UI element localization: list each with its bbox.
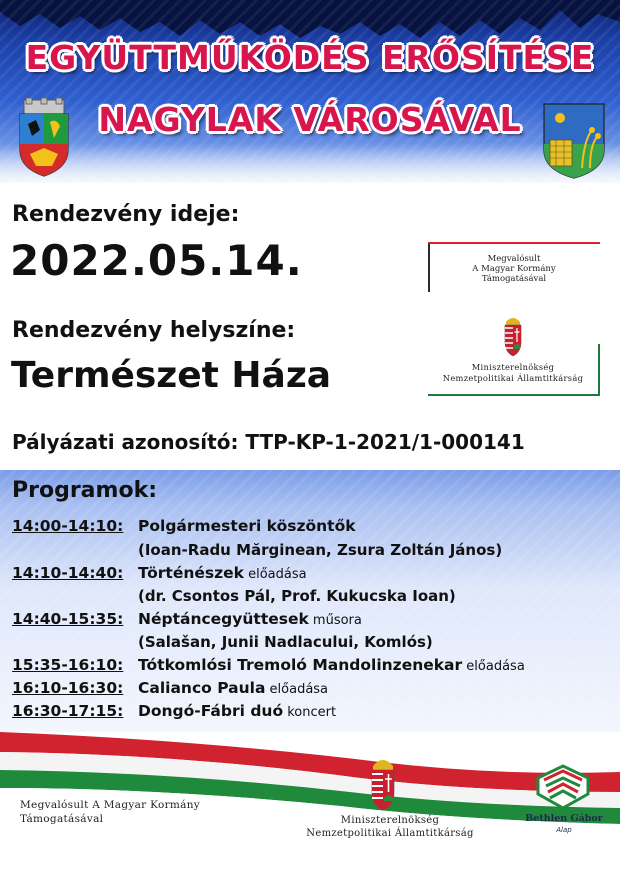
program-name: Néptáncegyüttesek (138, 610, 309, 628)
date-label: Rendezvény ideje: (12, 202, 240, 227)
box-border-top (428, 242, 600, 244)
program-sub: (dr. Csontos Pál, Prof. Kukucska Ioan) (138, 587, 456, 605)
program-row (12, 702, 336, 720)
footer-left-line-2: Támogatásával (20, 813, 104, 825)
program-row (12, 656, 525, 674)
program-suffix: koncert (283, 705, 337, 720)
program-name: Polgármesteri köszöntők (138, 517, 356, 535)
fund-name: Bethlen Gábor (525, 813, 603, 824)
program-name: Dongó-Fábri duó (138, 702, 284, 720)
program-suffix: előadása (265, 682, 329, 697)
program-time: 16:10-16:30: (12, 679, 124, 697)
sponsor-line-2: A Magyar Kormány (472, 264, 556, 274)
footer-mid-line-2: Nemzetpolitikai Államtitkárság (306, 828, 474, 839)
program-time: 16:30-17:15: (12, 702, 124, 720)
footer-government-text (20, 798, 200, 826)
program-suffix: előadása (462, 659, 525, 674)
program-row (12, 564, 307, 582)
ministry-line-1: Miniszterelnökség (471, 362, 555, 372)
program-time: 15:35-16:10: (12, 656, 124, 674)
bethlen-gabor-fund-logo-icon (528, 764, 598, 810)
program-row (12, 517, 356, 535)
sponsor-line-1: Megvalósult (487, 254, 541, 264)
totkomlos-coat-of-arms-icon (540, 100, 608, 180)
header-fade (0, 143, 620, 183)
fund-subtitle: Alap (556, 826, 572, 834)
program-name: Tótkomlósi Tremoló Mandolinzenekar (138, 656, 463, 674)
title-line-1: EGYÜTTMŰKÖDÉS ERŐSÍTÉSE (25, 38, 595, 77)
nagylak-coat-of-arms-icon (14, 98, 74, 178)
program-name: Calianco Paula (138, 679, 266, 697)
sponsor-box-government (428, 242, 600, 292)
hungarian-coat-of-arms-icon (368, 752, 398, 812)
ministry-line-2: Nemzetpolitikai Államtitkárság (442, 373, 584, 383)
sponsor-box-ministry (428, 312, 600, 396)
header-banner (0, 0, 620, 183)
sponsor-box-government-text (428, 254, 600, 284)
date-value: 2022.05.14. (10, 236, 303, 285)
box-border-bottom (428, 394, 600, 396)
program-suffix: műsora (308, 613, 362, 628)
sponsor-box-ministry-text (428, 362, 598, 384)
title-line-2: NAGYLAK VÁROSÁVAL (98, 100, 522, 139)
program-title: Programok: (12, 478, 157, 503)
program-sub: (Ioan-Radu Mărginean, Zsura Zoltán János) (138, 541, 503, 559)
footer-left-line-1: Megvalósult A Magyar Kormány (20, 799, 201, 811)
application-id: Pályázati azonosító: TTP-KP-1-2021/1-000141 (12, 430, 525, 454)
program-row (12, 610, 362, 628)
sponsor-line-3: Támogatásával (481, 274, 547, 284)
program-time: 14:00-14:10: (12, 517, 124, 535)
program-time: 14:10-14:40: (12, 564, 124, 582)
footer-mid-line-1: Miniszterelnökség (340, 815, 440, 826)
venue-label: Rendezvény helyszíne: (12, 318, 296, 343)
program-sub: (Salašan, Junii Nadlacului, Komlós) (138, 633, 433, 651)
program-row (12, 679, 328, 697)
footer-ministry-text (270, 814, 510, 840)
hungarian-coat-of-arms-icon (502, 312, 524, 358)
program-suffix: előadása (243, 567, 307, 582)
box-border-right (598, 344, 600, 396)
program-name: Történészek (138, 564, 244, 582)
program-time: 14:40-15:35: (12, 610, 124, 628)
venue-value: Természet Háza (11, 355, 332, 396)
